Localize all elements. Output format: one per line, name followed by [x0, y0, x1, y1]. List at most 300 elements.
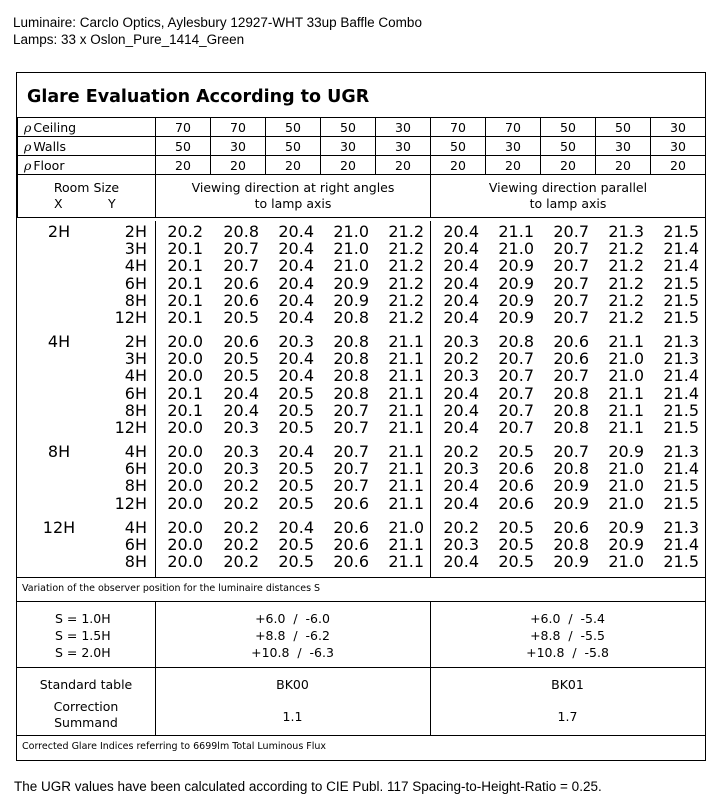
- reflectance-value: 30: [376, 137, 431, 156]
- corrected-note: Corrected Glare Indices referring to 6699lm Total Luminous Flux: [22, 741, 327, 752]
- ugr-value: 20.7: [333, 400, 369, 420]
- reflectance-value: 70: [156, 118, 211, 137]
- ugr-value: 20.9: [498, 308, 534, 327]
- ugr-value: 20.9: [553, 552, 589, 572]
- reflectance-row: [18, 118, 706, 137]
- ugr-value: 20.7: [498, 400, 534, 420]
- ugr-value: 21.5: [663, 308, 699, 327]
- ugr-value: 20.4: [278, 273, 314, 293]
- ugr-value: 20.4: [443, 256, 479, 276]
- reflectance-value: 50: [541, 118, 596, 137]
- ugr-value: 20.5: [278, 535, 314, 555]
- ugr-value: 20.1: [167, 383, 203, 403]
- ugr-value: 20.0: [167, 418, 203, 437]
- divider-vertical: [430, 601, 431, 735]
- ugr-value: 20.6: [333, 493, 369, 513]
- room-x-label: 8H: [47, 442, 71, 461]
- ugr-value: 21.4: [663, 239, 699, 259]
- table-row: [17, 495, 705, 513]
- divider-vertical: [430, 221, 431, 577]
- ugr-value: 20.2: [223, 535, 259, 555]
- ugr-value: 21.3: [663, 518, 699, 537]
- ugr-value: 20.1: [167, 273, 203, 293]
- ugr-value: 20.3: [443, 332, 479, 351]
- reflectance-value: 50: [541, 137, 596, 156]
- ugr-value: 20.5: [498, 518, 534, 537]
- ugr-value: 21.0: [388, 518, 424, 537]
- view-right-header: [156, 175, 431, 218]
- ugr-value: 20.7: [498, 383, 534, 403]
- reflectance-value: 70: [486, 118, 541, 137]
- ugr-value: 20.5: [223, 349, 259, 369]
- ugr-value: 20.9: [608, 535, 644, 555]
- ugr-value: 20.4: [443, 418, 479, 437]
- ugr-value: 20.9: [553, 493, 589, 513]
- correction-right: 1.1: [282, 709, 303, 724]
- ugr-value: 21.1: [388, 552, 424, 572]
- ugr-value: 21.3: [663, 349, 699, 369]
- ugr-value: 20.4: [443, 476, 479, 496]
- reflectance-value: 30: [651, 137, 706, 156]
- ugr-value: 20.5: [223, 366, 259, 386]
- room-size-header: [18, 175, 156, 218]
- ugr-value: 21.2: [388, 256, 424, 276]
- room-y-label: 12H: [114, 493, 147, 513]
- ugr-value: 20.6: [498, 493, 534, 513]
- table-row: [17, 275, 705, 293]
- ugr-value: 20.1: [167, 308, 203, 327]
- ugr-sheet: [16, 72, 706, 761]
- room-y-label: 6H: [124, 383, 147, 403]
- standard-table-right: BK00: [276, 677, 309, 692]
- room-y-label: 4H: [124, 256, 147, 276]
- room-y-label: 12H: [114, 308, 147, 327]
- ugr-value: 20.1: [167, 239, 203, 259]
- reflectance-value: 50: [156, 137, 211, 156]
- ugr-value: 21.1: [388, 493, 424, 513]
- room-y-label: 4H: [124, 366, 147, 386]
- rho-symbol: ρ: [24, 119, 32, 135]
- table-row: [17, 419, 705, 437]
- ugr-value: 21.1: [388, 366, 424, 386]
- reflectance-table: [17, 117, 706, 218]
- ugr-value: 20.3: [223, 459, 259, 479]
- table-row: [17, 553, 705, 571]
- ugr-value: 20.4: [278, 239, 314, 259]
- ugr-value: 21.4: [663, 535, 699, 555]
- ugr-value: 21.1: [388, 442, 424, 461]
- ugr-value: 21.0: [608, 349, 644, 369]
- reflectance-value: 50: [596, 118, 651, 137]
- ugr-value: 20.8: [333, 366, 369, 386]
- table-row: [17, 477, 705, 495]
- divider: [17, 601, 705, 602]
- reflectance-value: 20: [431, 156, 486, 175]
- ugr-value: 21.1: [388, 476, 424, 496]
- table-row: [17, 385, 705, 403]
- ugr-value: 20.5: [278, 493, 314, 513]
- ugr-value: 20.4: [278, 222, 314, 241]
- ugr-value: 20.5: [498, 535, 534, 555]
- reflectance-value: 50: [266, 137, 321, 156]
- spacing-right: +8.8 / -6.2: [255, 628, 330, 643]
- ugr-value: 21.1: [388, 332, 424, 351]
- ugr-value: 20.7: [553, 442, 589, 461]
- ugr-value: 21.0: [608, 366, 644, 386]
- ugr-value: 21.1: [608, 418, 644, 437]
- ugr-value: 20.6: [498, 459, 534, 479]
- room-size-x: X: [54, 196, 63, 211]
- ugr-value: 20.4: [443, 273, 479, 293]
- spacing-label: S = 1.0H: [55, 611, 111, 626]
- ugr-value: 20.3: [223, 418, 259, 437]
- ugr-value: 20.6: [553, 349, 589, 369]
- divider: [17, 667, 705, 668]
- room-y-label: 3H: [124, 349, 147, 369]
- ugr-value: 20.5: [278, 418, 314, 437]
- ugr-value: 20.9: [498, 290, 534, 310]
- room-y-label: 8H: [124, 476, 147, 496]
- ugr-value: 20.0: [167, 459, 203, 479]
- ugr-value: 20.8: [333, 349, 369, 369]
- room-x-label: 12H: [42, 518, 76, 537]
- ugr-value: 21.1: [388, 418, 424, 437]
- ugr-value: 21.4: [663, 459, 699, 479]
- ugr-value: 20.4: [223, 383, 259, 403]
- ugr-value: 20.4: [278, 366, 314, 386]
- ugr-value: 21.5: [663, 418, 699, 437]
- ugr-value: 20.4: [278, 290, 314, 310]
- ugr-value: 20.5: [498, 442, 534, 461]
- ugr-value: 21.1: [608, 332, 644, 351]
- ugr-value: 21.2: [388, 308, 424, 327]
- ugr-value: 20.2: [443, 442, 479, 461]
- ugr-value: 20.0: [167, 442, 203, 461]
- ugr-value: 20.4: [278, 518, 314, 537]
- ugr-value: 21.0: [333, 256, 369, 276]
- reflectance-value: 20: [596, 156, 651, 175]
- ugr-value: 20.3: [443, 535, 479, 555]
- ugr-value: 20.8: [333, 383, 369, 403]
- ugr-value: 21.1: [388, 400, 424, 420]
- room-y-label: 4H: [124, 442, 147, 461]
- divider-vertical: [155, 601, 156, 735]
- ugr-value: 21.1: [388, 535, 424, 555]
- ugr-value: 20.8: [333, 332, 369, 351]
- ugr-value: 20.4: [278, 349, 314, 369]
- ugr-value: 20.2: [223, 493, 259, 513]
- ugr-value: 20.9: [608, 518, 644, 537]
- ugr-value: 20.8: [553, 383, 589, 403]
- ugr-value: 20.6: [333, 552, 369, 572]
- ugr-value: 20.0: [167, 332, 203, 351]
- reflectance-value: 20: [541, 156, 596, 175]
- ugr-value: 21.0: [608, 552, 644, 572]
- ugr-value: 20.4: [278, 256, 314, 276]
- room-size-y: Y: [108, 196, 116, 211]
- ugr-value: 20.5: [278, 400, 314, 420]
- ugr-value: 21.1: [388, 349, 424, 369]
- ugr-value: 20.7: [553, 256, 589, 276]
- ugr-value: 20.5: [278, 383, 314, 403]
- ugr-value: 20.7: [553, 273, 589, 293]
- ugr-value: 20.6: [223, 332, 259, 351]
- ugr-value: 20.7: [553, 290, 589, 310]
- reflectance-label: [18, 137, 156, 156]
- ugr-value: 21.4: [663, 256, 699, 276]
- room-y-label: 6H: [124, 535, 147, 555]
- ugr-value: 20.6: [223, 290, 259, 310]
- ugr-value: 20.6: [223, 273, 259, 293]
- ugr-value: 20.4: [443, 308, 479, 327]
- reflectance-value: 20: [321, 156, 376, 175]
- ugr-value: 20.4: [443, 222, 479, 241]
- ugr-value: 20.2: [223, 518, 259, 537]
- room-y-label: 6H: [124, 459, 147, 479]
- reflectance-label: [18, 118, 156, 137]
- ugr-value: 21.5: [663, 290, 699, 310]
- reflectance-label: [18, 156, 156, 175]
- reflectance-value: 30: [596, 137, 651, 156]
- ugr-value: 20.5: [278, 459, 314, 479]
- ugr-value: 20.2: [223, 552, 259, 572]
- ugr-value: 20.1: [167, 290, 203, 310]
- ugr-value: 20.7: [333, 459, 369, 479]
- ugr-value: 21.5: [663, 476, 699, 496]
- ugr-value: 20.4: [443, 493, 479, 513]
- ugr-value: 20.9: [498, 256, 534, 276]
- reflectance-value: 30: [651, 118, 706, 137]
- room-y-label: 8H: [124, 290, 147, 310]
- spacing-parallel: +6.0 / -5.4: [530, 611, 605, 626]
- ugr-value: 20.4: [443, 239, 479, 259]
- ugr-value: 20.0: [167, 552, 203, 572]
- reflectance-value: 70: [211, 118, 266, 137]
- ugr-value: 20.0: [167, 493, 203, 513]
- spacing-parallel: +8.8 / -5.5: [530, 628, 605, 643]
- sheet-title: Glare Evaluation According to UGR: [27, 87, 370, 107]
- ugr-value: 20.2: [443, 518, 479, 537]
- ugr-value: 20.7: [553, 308, 589, 327]
- ugr-value: 20.1: [167, 256, 203, 276]
- spacing-label: S = 2.0H: [55, 645, 111, 660]
- ugr-value: 20.8: [553, 418, 589, 437]
- table-row: [17, 367, 705, 385]
- ugr-value: 20.2: [223, 476, 259, 496]
- lamps-line: Lamps: 33 x Oslon_Pure_1414_Green: [13, 32, 245, 47]
- ugr-value: 20.3: [443, 459, 479, 479]
- reflectance-value: 20: [486, 156, 541, 175]
- divider: [17, 735, 705, 736]
- reflectance-value: 20: [651, 156, 706, 175]
- ugr-value: 21.4: [663, 366, 699, 386]
- ugr-value: 20.0: [167, 535, 203, 555]
- spacing-label: S = 1.5H: [55, 628, 111, 643]
- room-y-label: 4H: [124, 518, 147, 537]
- table-row: [17, 257, 705, 275]
- ugr-value: 20.4: [443, 552, 479, 572]
- spacing-right: +10.8 / -6.3: [251, 645, 334, 660]
- ugr-value: 21.2: [388, 222, 424, 241]
- ugr-value: 20.4: [278, 308, 314, 327]
- ugr-value: 20.6: [333, 518, 369, 537]
- room-x-label: 2H: [47, 222, 71, 241]
- ugr-value: 21.1: [388, 383, 424, 403]
- ugr-value: 21.2: [388, 273, 424, 293]
- ugr-value: 20.7: [333, 476, 369, 496]
- reflectance-value: 50: [321, 118, 376, 137]
- ugr-value: 20.9: [498, 273, 534, 293]
- ugr-value: 20.8: [553, 535, 589, 555]
- ugr-value: 20.5: [278, 552, 314, 572]
- ugr-value: 20.4: [278, 442, 314, 461]
- ugr-value: 20.5: [498, 552, 534, 572]
- ugr-value: 20.7: [498, 418, 534, 437]
- ugr-value: 21.4: [663, 383, 699, 403]
- view-right-line-2: to lamp axis: [254, 196, 332, 211]
- ugr-value: 20.3: [223, 442, 259, 461]
- correction-label-1: Correction: [53, 699, 119, 714]
- ugr-value: 21.0: [608, 476, 644, 496]
- view-parallel-line-2: to lamp axis: [529, 196, 607, 211]
- ugr-value: 20.3: [278, 332, 314, 351]
- ugr-value: 20.2: [167, 222, 203, 241]
- ugr-value: 20.2: [443, 349, 479, 369]
- ugr-value: 20.7: [553, 239, 589, 259]
- ugr-value: 20.1: [167, 400, 203, 420]
- ugr-value: 20.4: [443, 290, 479, 310]
- ugr-value: 21.2: [608, 308, 644, 327]
- reflectance-value: 30: [211, 137, 266, 156]
- ugr-value: 21.5: [663, 400, 699, 420]
- room-x-label: 4H: [47, 332, 71, 351]
- rho-symbol: ρ: [24, 138, 32, 154]
- ugr-value: 20.7: [223, 239, 259, 259]
- ugr-value: 20.7: [553, 222, 589, 241]
- room-y-label: 2H: [124, 332, 147, 351]
- ugr-value: 21.2: [608, 239, 644, 259]
- ugr-value: 21.3: [663, 442, 699, 461]
- ugr-value: 20.9: [333, 273, 369, 293]
- reflectance-value: 20: [211, 156, 266, 175]
- luminaire-line: Luminaire: Carclo Optics, Aylesbury 12927-WHT 33up Baffle Combo: [13, 15, 422, 30]
- reflectance-label-text: Floor: [33, 157, 65, 173]
- ugr-value: 20.9: [333, 290, 369, 310]
- ugr-value: 20.0: [167, 349, 203, 369]
- room-y-label: 2H: [124, 222, 147, 241]
- ugr-value: 21.0: [608, 493, 644, 513]
- divider: [17, 577, 705, 578]
- reflectance-value: 30: [321, 137, 376, 156]
- reflectance-row: [18, 156, 706, 175]
- standard-table-label: Standard table: [39, 677, 133, 692]
- divider-vertical: [155, 221, 156, 577]
- ugr-value: 20.6: [333, 535, 369, 555]
- spacing-right: +6.0 / -6.0: [255, 611, 330, 626]
- reflectance-value: 20: [376, 156, 431, 175]
- ugr-value: 20.0: [167, 518, 203, 537]
- ugr-value: 21.1: [608, 400, 644, 420]
- ugr-value: 21.3: [608, 222, 644, 241]
- reflectance-value: 20: [266, 156, 321, 175]
- room-y-label: 12H: [114, 418, 147, 437]
- view-right-line-1: Viewing direction at right angles: [191, 180, 395, 195]
- correction-parallel: 1.7: [557, 709, 578, 724]
- ugr-value: 21.5: [663, 493, 699, 513]
- ugr-value: 20.7: [333, 418, 369, 437]
- reflectance-value: 30: [486, 137, 541, 156]
- rho-symbol: ρ: [24, 157, 32, 173]
- standard-table-parallel: BK01: [551, 677, 584, 692]
- ugr-value: 21.5: [663, 552, 699, 572]
- ugr-value: 20.4: [223, 400, 259, 420]
- ugr-value: 21.5: [663, 222, 699, 241]
- table-row: [17, 309, 705, 327]
- ugr-value: 20.8: [553, 400, 589, 420]
- ugr-value: 21.3: [663, 332, 699, 351]
- ugr-value: 21.1: [608, 383, 644, 403]
- ugr-value: 21.2: [608, 290, 644, 310]
- ugr-value: 20.8: [223, 222, 259, 241]
- ugr-value: 21.0: [333, 222, 369, 241]
- ugr-value: 20.8: [553, 459, 589, 479]
- ugr-value: 20.8: [498, 332, 534, 351]
- room-y-label: 3H: [124, 239, 147, 259]
- ugr-value: 21.0: [333, 239, 369, 259]
- reflectance-value: 50: [431, 137, 486, 156]
- correction-label-2: Summand: [54, 715, 118, 730]
- ugr-value: 20.6: [498, 476, 534, 496]
- ugr-value: 21.1: [388, 459, 424, 479]
- ugr-value: 21.1: [498, 222, 534, 241]
- ugr-value: 21.5: [663, 273, 699, 293]
- ugr-value: 20.9: [608, 442, 644, 461]
- room-y-label: 8H: [124, 400, 147, 420]
- ugr-value: 21.2: [388, 290, 424, 310]
- reflectance-label-text: Ceiling: [33, 119, 77, 135]
- ugr-value: 20.0: [167, 366, 203, 386]
- ugr-value: 20.0: [167, 476, 203, 496]
- ugr-value: 20.7: [498, 366, 534, 386]
- ugr-value: 20.8: [333, 308, 369, 327]
- ugr-value: 20.7: [498, 349, 534, 369]
- variation-note: Variation of the observer position for the luminaire distances S: [22, 583, 321, 594]
- reflectance-value: 30: [376, 118, 431, 137]
- ugr-value: 21.0: [608, 459, 644, 479]
- reflectance-value: 50: [266, 118, 321, 137]
- footer-note: The UGR values have been calculated according to CIE Publ. 117 Spacing-to-Height-Ratio = 0.25.: [14, 779, 602, 794]
- room-y-label: 6H: [124, 273, 147, 293]
- ugr-value: 21.2: [388, 239, 424, 259]
- ugr-value: 20.6: [553, 518, 589, 537]
- room-size-title: Room Size: [53, 180, 120, 195]
- reflectance-value: 70: [431, 118, 486, 137]
- ugr-value: 20.3: [443, 366, 479, 386]
- ugr-value: 20.7: [333, 442, 369, 461]
- ugr-value: 21.2: [608, 256, 644, 276]
- ugr-value: 20.4: [443, 383, 479, 403]
- reflectance-label-text: Walls: [33, 138, 67, 154]
- ugr-value: 20.9: [553, 476, 589, 496]
- ugr-value: 21.0: [498, 239, 534, 259]
- ugr-value: 20.6: [553, 332, 589, 351]
- reflectance-row: [18, 137, 706, 156]
- ugr-value: 20.5: [223, 308, 259, 327]
- ugr-value: 20.4: [443, 400, 479, 420]
- ugr-value: 20.7: [553, 366, 589, 386]
- spacing-parallel: +10.8 / -5.8: [526, 645, 609, 660]
- reflectance-value: 20: [156, 156, 211, 175]
